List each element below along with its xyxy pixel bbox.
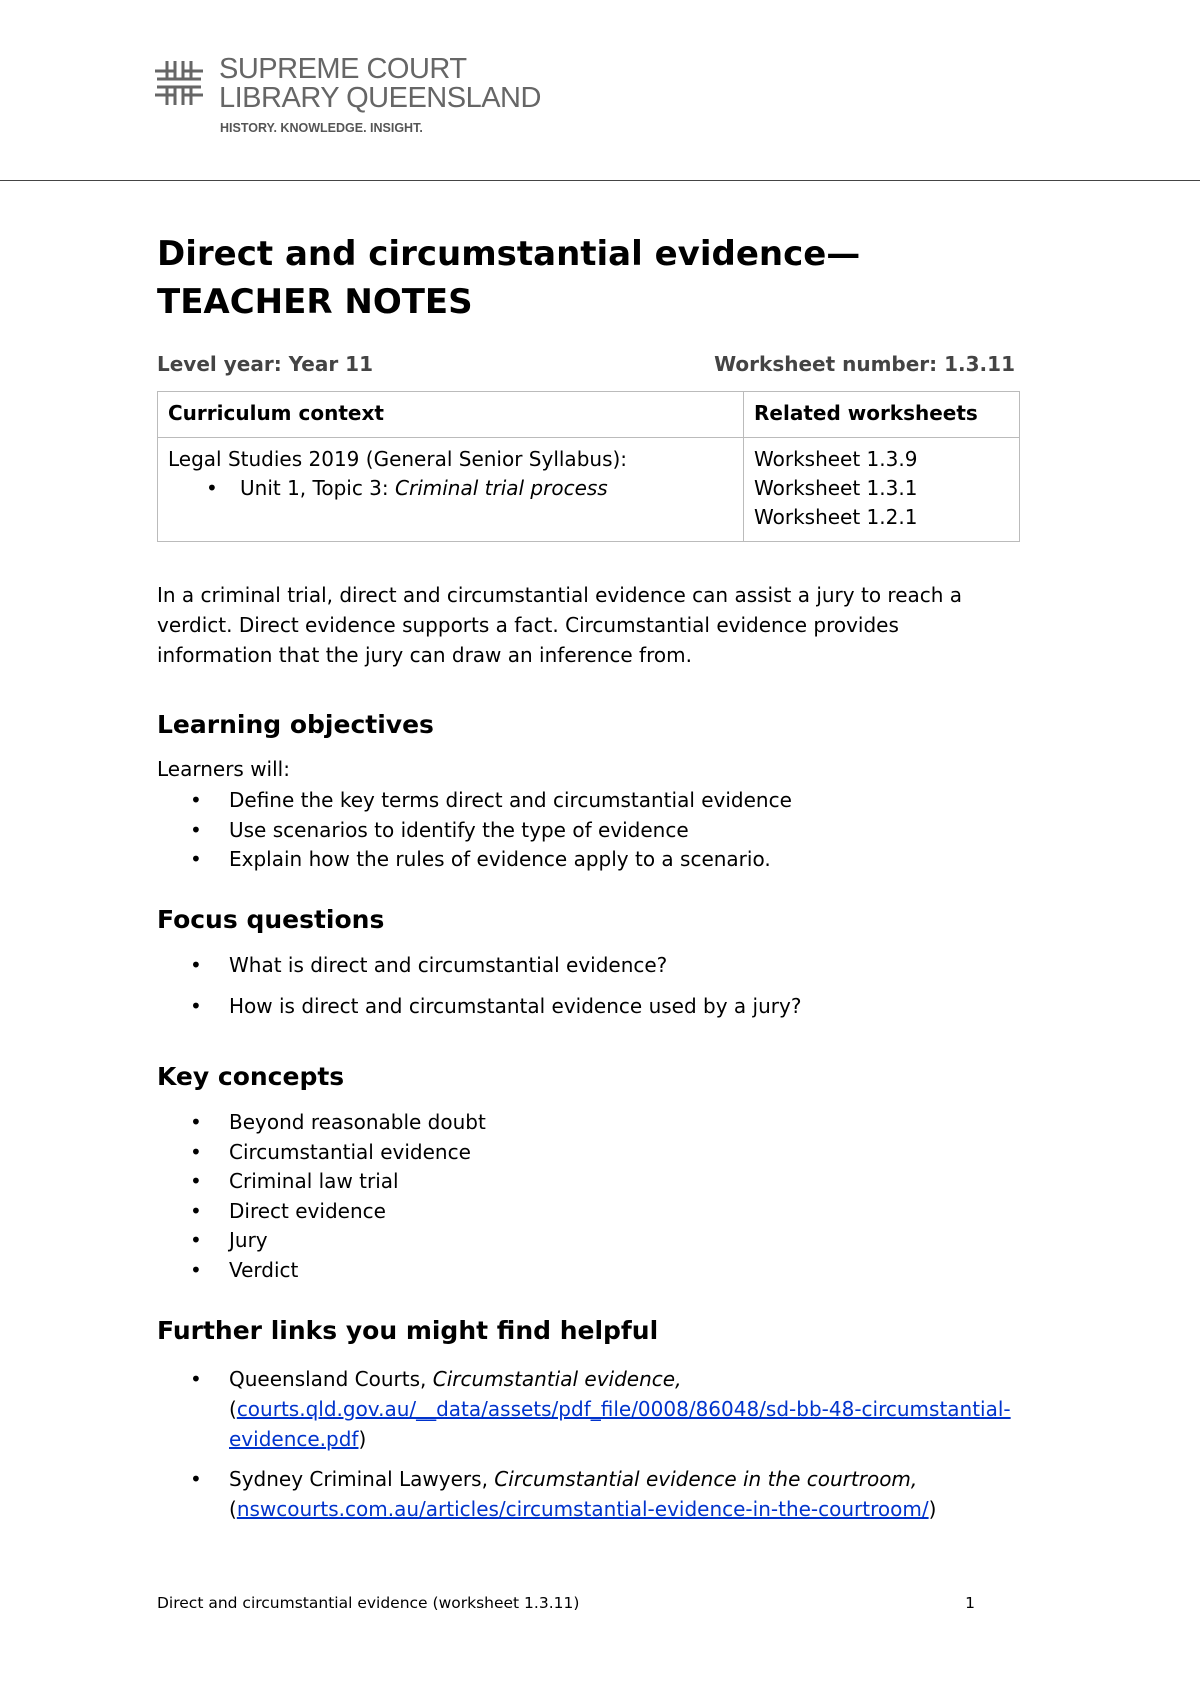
link-open-paren: ( bbox=[229, 1497, 237, 1521]
related-worksheet: Worksheet 1.2.1 bbox=[754, 505, 918, 529]
logo-title-line2: LIBRARY QUEENSLAND bbox=[219, 82, 541, 114]
level-year: Level year: Year 11 bbox=[157, 352, 374, 376]
header-divider bbox=[0, 180, 1200, 181]
worksheet-number: Worksheet number: 1.3.11 bbox=[714, 352, 1015, 376]
unit-topic-label: Unit 1, Topic 3: bbox=[240, 476, 395, 500]
page-footer bbox=[157, 1594, 975, 1612]
list-item bbox=[157, 1364, 1017, 1454]
syllabus-unit-bullet bbox=[168, 474, 733, 503]
focus-questions-heading: Focus questions bbox=[157, 905, 385, 934]
list-item bbox=[157, 1464, 1017, 1524]
key-concepts-heading: Key concepts bbox=[157, 1062, 345, 1091]
link-title: Circumstantial evidence in the courtroom, bbox=[494, 1467, 918, 1491]
list-item: • Verdict bbox=[157, 1256, 1017, 1286]
court-library-logo-mark-icon bbox=[153, 57, 205, 109]
list-item: • Jury bbox=[157, 1226, 1017, 1256]
curriculum-context-cell bbox=[158, 438, 744, 542]
learning-objectives-list bbox=[157, 786, 1017, 875]
list-item: • How is direct and circumstantal evidence used by a jury? bbox=[157, 992, 1017, 1022]
footer-text: Direct and circumstantial evidence (worksheet 1.3.11) bbox=[157, 1594, 580, 1612]
link-source: Queensland Courts, bbox=[229, 1367, 433, 1391]
logo-tagline: HISTORY. KNOWLEDGE. INSIGHT. bbox=[220, 121, 423, 135]
unit-topic-name: Criminal trial process bbox=[395, 476, 608, 500]
worksheet-meta bbox=[157, 352, 1015, 376]
link-source: Sydney Criminal Lawyers, bbox=[229, 1467, 495, 1491]
page-title: Direct and circumstantial evidence—TEACHER NOTES bbox=[157, 234, 861, 322]
related-worksheets-header: Related worksheets bbox=[744, 392, 1020, 438]
key-concepts-list bbox=[157, 1108, 1017, 1285]
focus-questions-list bbox=[157, 951, 1017, 1032]
sydney-criminal-lawyers-link[interactable]: nswcourts.com.au/articles/circumstantial-evidence-in-the-courtroom/ bbox=[236, 1497, 929, 1521]
list-item: • Direct evidence bbox=[157, 1197, 1017, 1227]
list-item: • Use scenarios to identify the type of evidence bbox=[157, 816, 1017, 846]
further-links-list bbox=[157, 1364, 1017, 1534]
list-item: • Criminal law trial bbox=[157, 1167, 1017, 1197]
list-item: • Define the key terms direct and circumstantial evidence bbox=[157, 786, 1017, 816]
queensland-courts-link[interactable]: courts.qld.gov.au/__data/assets/pdf_file/0008/86048/sd-bb-48-circumstantial-evidence.pdf bbox=[229, 1397, 1011, 1451]
logo-title-line1: SUPREME COURT bbox=[219, 53, 467, 85]
link-open-paren: ( bbox=[229, 1397, 237, 1421]
table-header-row bbox=[158, 392, 1020, 438]
learners-will-lead: Learners will: bbox=[157, 757, 290, 781]
link-title: Circumstantial evidence, bbox=[432, 1367, 682, 1391]
table-row bbox=[158, 438, 1020, 542]
page-number: 1 bbox=[965, 1594, 975, 1612]
further-links-heading: Further links you might find helpful bbox=[157, 1316, 659, 1345]
link-close-paren: ) bbox=[928, 1497, 937, 1521]
related-worksheet: Worksheet 1.3.1 bbox=[754, 476, 918, 500]
list-item: • Explain how the rules of evidence apply to a scenario. bbox=[157, 845, 1017, 875]
curriculum-table bbox=[157, 391, 1020, 542]
list-item: • What is direct and circumstantial evidence? bbox=[157, 951, 1017, 981]
curriculum-context-header: Curriculum context bbox=[158, 392, 744, 438]
intro-paragraph: In a criminal trial, direct and circumstantial evidence can assist a jury to reach a verdict. Direct evidence supports a fact. Circumstantial evidence provides information that the jury can draw an inference from. bbox=[157, 583, 963, 667]
syllabus-line: Legal Studies 2019 (General Senior Syllabus): bbox=[168, 447, 628, 471]
link-close-paren: ) bbox=[358, 1427, 367, 1451]
learning-objectives-heading: Learning objectives bbox=[157, 710, 434, 739]
related-worksheets-cell bbox=[744, 438, 1020, 542]
list-item: • Beyond reasonable doubt bbox=[157, 1108, 1017, 1138]
related-worksheet: Worksheet 1.3.9 bbox=[754, 447, 918, 471]
library-logo bbox=[153, 55, 613, 140]
list-item: • Circumstantial evidence bbox=[157, 1138, 1017, 1168]
